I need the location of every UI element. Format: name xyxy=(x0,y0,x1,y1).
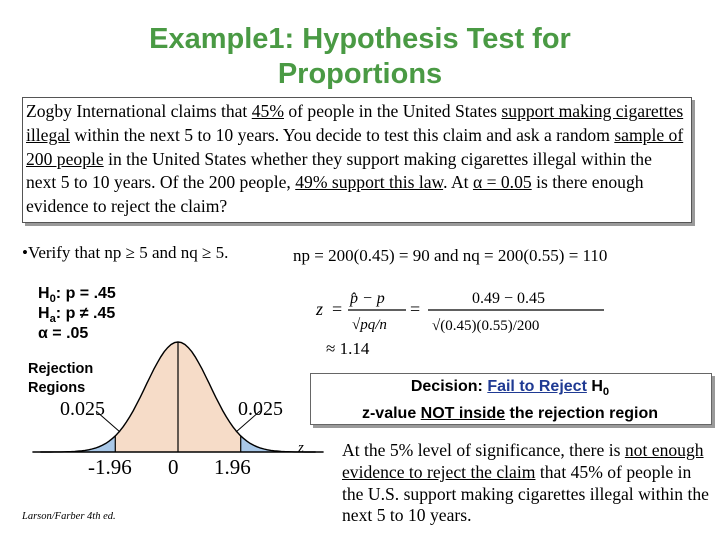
source-credit: Larson/Farber 4th ed. xyxy=(22,511,116,522)
claim-part: of people in the United States xyxy=(283,101,502,121)
alpha-level: α = .05 xyxy=(38,325,89,342)
z-formula xyxy=(310,275,620,360)
claim-underlined: support making cigarettes illegal xyxy=(26,101,684,145)
z-symbol: z xyxy=(316,299,324,319)
equals-2: = xyxy=(410,299,421,319)
claim-part: is there enough evidence to reject the claim? xyxy=(26,172,644,217)
verify-condition: •Verify that np ≥ 5 and nq ≥ 5. xyxy=(22,243,229,262)
claim-underlined: 45% xyxy=(251,101,284,121)
claim-part: in the United States whether they support making cigarettes illegal within the next 5 to 10 years. Of the 200 people, xyxy=(26,148,652,193)
title-line-1: Example1: Hypothesis Test for xyxy=(149,23,571,55)
center-value: 0 xyxy=(168,455,179,479)
formula-denominator: √pq/n xyxy=(352,317,387,333)
formula-numerator: p̂ − p xyxy=(350,290,385,307)
decision-line-1: Decision: Fail to Reject $H_0$ xyxy=(410,378,610,399)
decision-link[interactable]: Fail to Reject xyxy=(487,378,587,395)
claim-underlined: α = 0.05 xyxy=(472,172,532,193)
alt-hypothesis: $H_a$: p ≠ .45 xyxy=(38,305,116,326)
rejection-regions-label: Rejection Regions xyxy=(28,361,94,396)
claim-part: within the next 5 to 10 years. You decide to test this claim and ask a random xyxy=(69,124,615,145)
left-tail-area: 0.025 xyxy=(60,398,105,420)
z-approx: ≈ 1.14 xyxy=(326,339,370,358)
equals-1: = xyxy=(332,299,343,319)
conclusion-text: At the 5% level of significance, there is not enough evidence to reject the claim that 45% of people in the U.S. support making cigarettes illegal within the next 5 to 10 years. xyxy=(342,440,709,526)
page-title xyxy=(0,22,720,92)
claim-part: Zogby International claims that xyxy=(26,101,252,121)
claim-underlined: sample of 200 people xyxy=(26,124,684,169)
decision-line-2: z-value NOT inside the rejection region xyxy=(361,405,659,423)
value-denominator: √(0.45)(0.55)/200 xyxy=(432,318,540,334)
left-critical-value: -1.96 xyxy=(88,455,132,479)
null-hypothesis: $H_0$: p = .45 xyxy=(38,285,116,306)
axis-label-z: z xyxy=(298,440,304,456)
np-nq-computation: np = 200(0.45) = 90 and nq = 200(0.55) = 110 xyxy=(293,246,608,265)
right-tail-area: 0.025 xyxy=(238,398,283,420)
value-numerator: 0.49 − 0.45 xyxy=(472,290,546,307)
claim-text xyxy=(26,100,686,219)
claim-underlined: 49% support this law xyxy=(295,172,444,193)
right-critical-value: 1.96 xyxy=(214,455,251,479)
title-line-2: Proportions xyxy=(277,58,443,90)
claim-part: . At xyxy=(443,172,473,193)
decision-text xyxy=(312,376,708,425)
